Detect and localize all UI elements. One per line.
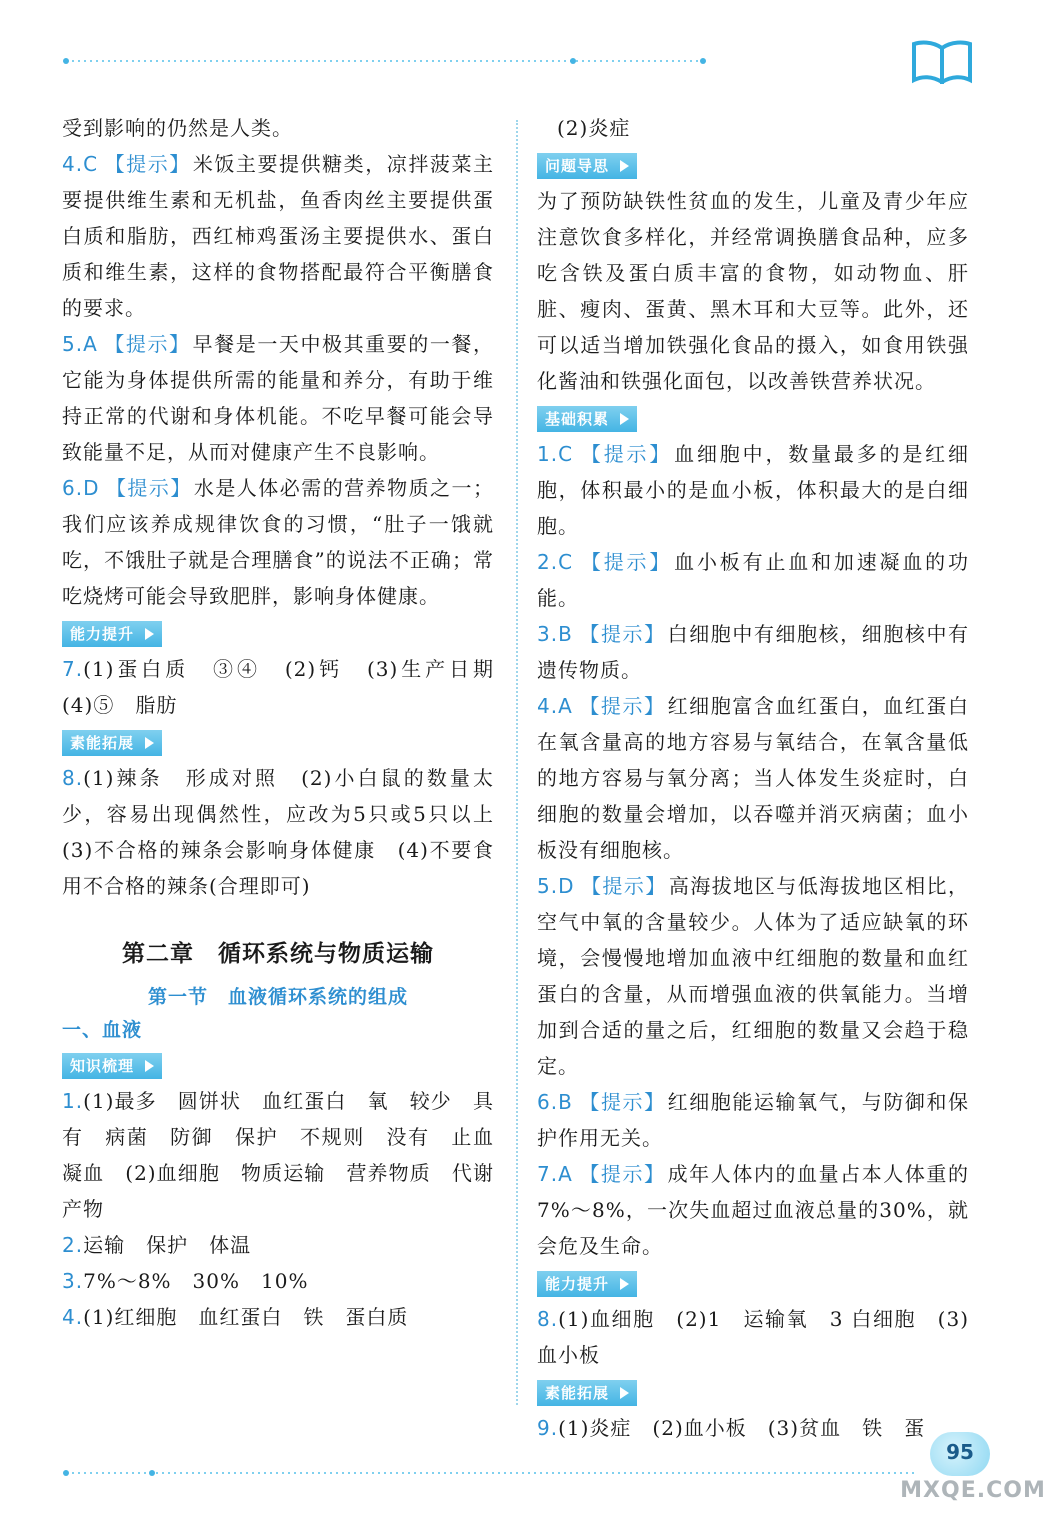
section-bar-knowledge: 知识梳理 [62, 1053, 162, 1079]
section-bar-ability: 能力提升 [537, 1271, 637, 1297]
answer-line: 受到影响的仍然是人类。 [62, 116, 293, 140]
chapter-title: 第二章 循环系统与物质运输 [122, 940, 434, 967]
play-arrow-icon [145, 737, 154, 749]
right-column [537, 110, 969, 1446]
section-title: 第一节 血液循环系统的组成 [147, 986, 408, 1008]
play-arrow-icon [620, 413, 629, 425]
footer-dotted-line [62, 1470, 922, 1476]
knowledge-3: 3.7%～8% 30% 10% [62, 1269, 309, 1293]
answer-2: 2.C 【提示】 血小板有止血和加速凝血的功能。 [537, 550, 970, 610]
section-bar-basic: 基础积累 [537, 406, 637, 432]
play-arrow-icon [620, 160, 629, 172]
left-column [62, 110, 515, 1335]
answer-7: 7.(1)蛋白质 ③④ (2)钙 (3)生产日期 (4)⑤ 脂肪 [62, 657, 515, 717]
answer-4: 4.C 【提示】 米饭主要提供糖类，凉拌菠菜主要提供维生素和无机盐，鱼香肉丝主要提供蛋白质和脂肪，西红柿鸡蛋汤主要提供水、蛋白质和维生素，这样的食物搭配最符合平衡膳食的要求。 [62, 152, 495, 320]
subsection-title: 一、血液 [62, 1019, 143, 1041]
answer-9: 9.(1)炎症 (2)血小板 (3)贫血 铁 蛋 [537, 1416, 926, 1440]
header-dotted-line [62, 58, 707, 64]
answer-1: 1.C 【提示】 血细胞中，数量最多的是红细胞，体积最小的是血小板，体积最大的是白细胞。 [537, 442, 970, 538]
answer-4: 4.A 【提示】 红细胞富含血红蛋白，血红蛋白在氧含量高的地方容易与氧结合，在氧含量低的地方容易与氧分离；当人体发生炎症时，白细胞的数量会增加，以吞噬并消灭病菌；血小板没有细胞核。 [537, 694, 970, 862]
answer-6: 6.B 【提示】 红细胞能运输氧气，与防御和保护作用无关。 [537, 1090, 970, 1150]
section-bar-extension: 素能拓展 [537, 1380, 637, 1406]
watermark: MXQE.COM [900, 1478, 1046, 1503]
answer-5: 5.A 【提示】 早餐是一天中极其重要的一餐，它能为身体提供所需的能量和养分，有助于维持正常的代谢和身体机能。不吃早餐可能会导致能量不足，从而对健康产生不良影响。 [62, 332, 495, 464]
column-divider [516, 120, 518, 1405]
answer-8: 8.(1)血细胞 (2)1 运输氧 3 白细胞 (3)血小板 [537, 1307, 969, 1367]
answer-7: 7.A 【提示】 成年人体内的血量占本人体重的7%～8%，一次失血超过血液总量的30%，就会危及生命。 [537, 1162, 970, 1258]
play-arrow-icon [145, 628, 154, 640]
page-number: 95 [946, 1440, 974, 1464]
answer-6: 6.D 【提示】 水是人体必需的营养物质之一；我们应该养成规律饮食的习惯，“肚子一饿就吃，不饿肚子就是合理膳食”的说法不正确；常吃烧烤可能会导致肥胖，影响身体健康。 [62, 476, 495, 608]
play-arrow-icon [145, 1060, 154, 1072]
answer-line: (2)炎症 [557, 116, 631, 140]
section-bar-ability: 能力提升 [62, 621, 162, 647]
play-arrow-icon [620, 1387, 629, 1399]
knowledge-2: 2.运输 保护 体温 [62, 1233, 252, 1257]
section-bar-extension: 素能拓展 [62, 730, 162, 756]
knowledge-1: 1.(1)最多 圆饼状 血红蛋白 氧 较少 具有 病菌 防御 保护 不规则 没有 止血 凝血 (2)血细胞 物质运输 营养物质 代谢产物 [62, 1089, 515, 1221]
play-arrow-icon [620, 1278, 629, 1290]
answer-3: 3.B 【提示】 白细胞中有细胞核，细胞核中有遗传物质。 [537, 622, 970, 682]
guide-paragraph: 为了预防缺铁性贫血的发生，儿童及青少年应注意饮食多样化，并经常调换膳食品种，应多吃含铁及蛋白质丰富的食物，如动物血、肝脏、瘦肉、蛋黄、黑木耳和大豆等。此外，还可以适当增加铁强化食品的摄入，如食用铁强化酱油和铁强化面包，以改善铁营养状况。 [537, 189, 969, 393]
open-book-icon [912, 38, 972, 84]
answer-8: 8.(1)辣条 形成对照 (2)小白鼠的数量太少，容易出现偶然性，应改为5只或5只以上 (3)不合格的辣条会影响身体健康 (4)不要食用不合格的辣条(合理即可) [62, 766, 515, 898]
answer-5: 5.D 【提示】 高海拔地区与低海拔地区相比，空气中氧的含量较少。人体为了适应缺氧的环境，会慢慢地增加血液中红细胞的数量和血红蛋白的含量，从而增强血液的供氧能力。当增加到合适的量之后，红细胞的数量又会趋于稳定。 [537, 874, 970, 1078]
section-bar-guide: 问题导思 [537, 153, 637, 179]
knowledge-4: 4.(1)红细胞 血红蛋白 铁 蛋白质 [62, 1305, 409, 1329]
